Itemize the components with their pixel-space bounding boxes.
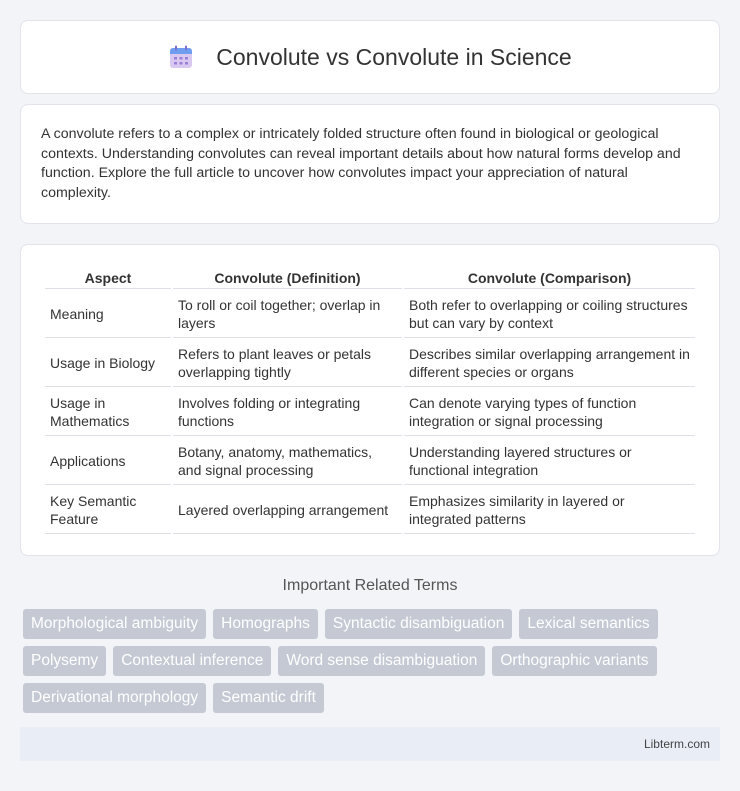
related-term-tag[interactable]: Semantic drift — [213, 683, 324, 713]
related-term-tag[interactable]: Syntactic disambiguation — [325, 609, 512, 639]
table-card — [20, 244, 720, 556]
related-term-tag[interactable]: Polysemy — [23, 646, 106, 676]
table-cell: Describes similar overlapping arrangement in different species or organs — [404, 340, 695, 387]
related-term-tag[interactable]: Derivational morphology — [23, 683, 206, 713]
table-header: Aspect — [45, 267, 171, 289]
table-cell: Meaning — [45, 291, 171, 338]
table-row — [45, 487, 695, 534]
table-cell: To roll or coil together; overlap in layers — [173, 291, 402, 338]
related-term-tag[interactable]: Word sense disambiguation — [278, 646, 485, 676]
table-cell: Refers to plant leaves or petals overlapping tightly — [173, 340, 402, 387]
footer-site-link[interactable]: Libterm.com — [643, 737, 710, 751]
related-term-tag[interactable]: Orthographic variants — [492, 646, 656, 676]
table-row — [45, 438, 695, 485]
related-term-tag[interactable]: Morphological ambiguity — [23, 609, 206, 639]
table-cell: Usage in Mathematics — [45, 389, 171, 436]
table-cell: Involves folding or integrating functions — [173, 389, 402, 436]
table-cell: Botany, anatomy, mathematics, and signal processing — [173, 438, 402, 485]
table-row — [45, 389, 695, 436]
comparison-table — [43, 265, 697, 536]
table-header: Convolute (Comparison) — [404, 267, 695, 289]
intro-text: A convolute refers to a complex or intricately folded structure often found in biological or geological contexts. Understanding convolutes can reveal important details about how natural forms develop and function. Explore the full article to uncover how convolutes impact your appreciation of natural complexity. — [41, 126, 681, 201]
calendar-icon — [168, 44, 194, 70]
related-terms-title: Important Related Terms — [282, 577, 458, 594]
table-cell: Key Semantic Feature — [45, 487, 171, 534]
table-cell: Can denote varying types of function integration or signal processing — [404, 389, 695, 436]
table-cell: Layered overlapping arrangement — [173, 487, 402, 534]
related-term-tag[interactable]: Homographs — [213, 609, 318, 639]
table-cell: Usage in Biology — [45, 340, 171, 387]
table-header: Convolute (Definition) — [173, 267, 402, 289]
table-cell: Emphasizes similarity in layered or integrated patterns — [404, 487, 695, 534]
related-terms-list — [23, 609, 723, 720]
table-row — [45, 340, 695, 387]
footer — [20, 727, 720, 761]
related-term-tag[interactable]: Contextual inference — [113, 646, 271, 676]
intro-card — [20, 104, 720, 224]
table-row — [45, 291, 695, 338]
header-card — [20, 20, 720, 94]
related-term-tag[interactable]: Lexical semantics — [519, 609, 657, 639]
table-header-row — [45, 267, 695, 289]
table-cell: Both refer to overlapping or coiling structures but can vary by context — [404, 291, 695, 338]
table-cell: Applications — [45, 438, 171, 485]
table-cell: Understanding layered structures or functional integration — [404, 438, 695, 485]
page-title: Convolute vs Convolute in Science — [216, 43, 572, 70]
